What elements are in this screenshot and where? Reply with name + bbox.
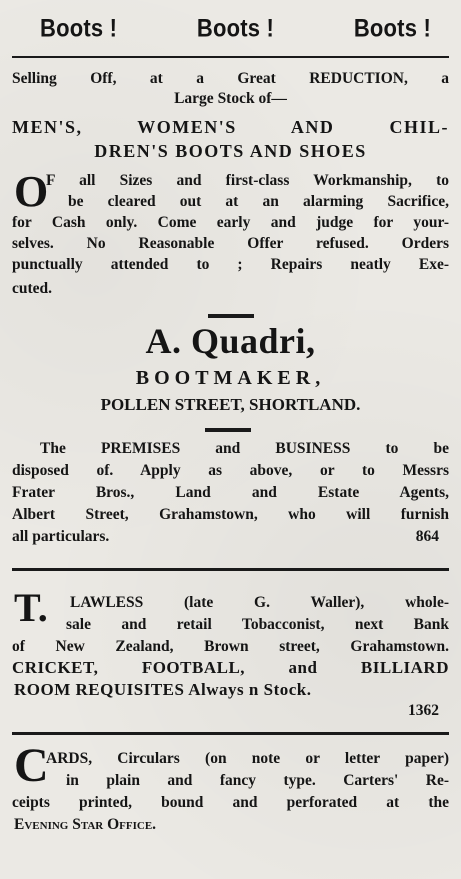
drop-cap-o: O bbox=[14, 167, 49, 216]
ad-number-864: 864 bbox=[415, 528, 439, 545]
short-rule-2 bbox=[205, 428, 251, 432]
trade-title: BOOTMAKER, bbox=[135, 367, 326, 389]
lawless-line-2: sale and retail Tobacconist, next Bank bbox=[66, 616, 449, 633]
shop-address: POLLEN STREET, SHORTLAND. bbox=[100, 395, 361, 414]
ad-number-1362: 1362 bbox=[408, 702, 439, 719]
body-line-3: for Cash only. Come early and judge for your- bbox=[12, 214, 449, 231]
lawless-line-3: of New Zealand, Brown street, Grahamstown. bbox=[12, 638, 449, 655]
body-line-6: cuted. bbox=[12, 280, 53, 297]
cards-line-1: ARDS, Circulars (on note or letter paper) bbox=[46, 750, 449, 767]
boots-heading-2: Boots ! bbox=[196, 13, 275, 43]
lawless-line-5: ROOM REQUISITES Always n Stock. bbox=[14, 680, 312, 699]
sale-line-4: Albert Street, Grahamstown, who will furnish bbox=[12, 506, 449, 523]
sale-line-5: all particulars. bbox=[12, 528, 110, 545]
stock-line-1: MEN'S, WOMEN'S AND CHIL- bbox=[12, 117, 449, 137]
sale-line-2: disposed of. Apply as above, or to Messrs bbox=[12, 462, 449, 479]
section-rule-2 bbox=[12, 732, 449, 735]
intro-line-2: Large Stock of— bbox=[174, 90, 287, 107]
cards-line-3: ceipts printed, bound and perforated at the bbox=[12, 794, 449, 811]
body-line-5: punctually attended to ; Repairs neatly Exe- bbox=[12, 256, 449, 273]
sale-line-1: The PREMISES and BUSINESS to be bbox=[40, 440, 449, 457]
proprietor-name: A. Quadri, bbox=[145, 321, 316, 361]
boots-heading-3: Boots ! bbox=[353, 13, 431, 43]
boots-heading-1: Boots ! bbox=[40, 13, 118, 43]
cards-line-4: Evening Star Office. bbox=[14, 816, 157, 833]
intro-line-1: Selling Off, at a Great REDUCTION, a bbox=[12, 70, 449, 87]
short-rule-1 bbox=[208, 314, 254, 318]
drop-cap-c: C bbox=[14, 739, 49, 792]
body-line-4: selves. No Reasonable Offer refused. Orders bbox=[12, 235, 449, 252]
boots-header bbox=[40, 13, 431, 48]
section-rule-1 bbox=[12, 568, 449, 571]
cards-line-2: in plain and fancy type. Carters' Re- bbox=[66, 772, 449, 789]
lawless-line-4: CRICKET, FOOTBALL, and BILLIARD bbox=[12, 658, 449, 677]
sale-line-3: Frater Bros., Land and Estate Agents, bbox=[12, 484, 449, 501]
lawless-line-1: LAWLESS (late G. Waller), whole- bbox=[70, 594, 449, 611]
body-line-2: be cleared out at an alarming Sacrifice, bbox=[68, 193, 449, 210]
body-line-1: F all Sizes and first-class Workmanship, to bbox=[46, 172, 449, 189]
drop-cap-t: T. bbox=[14, 585, 48, 630]
top-rule bbox=[12, 56, 449, 58]
stock-line-2: DREN'S BOOTS AND SHOES bbox=[94, 141, 367, 161]
